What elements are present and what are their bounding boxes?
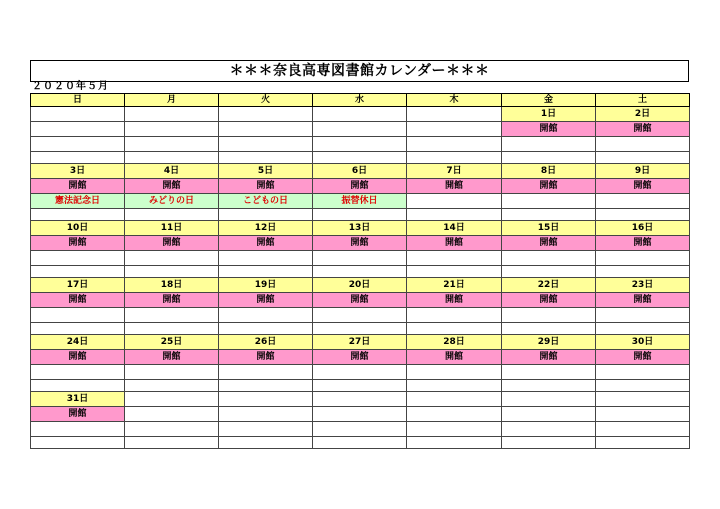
empty-cell xyxy=(313,407,407,422)
day-date: 27日 xyxy=(313,335,407,350)
empty-cell xyxy=(596,152,690,164)
empty-cell xyxy=(219,437,313,449)
day-date: 5日 xyxy=(219,164,313,179)
empty-cell xyxy=(219,251,313,266)
day-status: 開館 xyxy=(313,236,407,251)
day-date: 26日 xyxy=(219,335,313,350)
day-status: 開館 xyxy=(31,236,125,251)
week-date-row xyxy=(31,221,690,236)
day-date: 4日 xyxy=(125,164,219,179)
empty-cell xyxy=(31,152,125,164)
day-date: 14日 xyxy=(407,221,502,236)
empty-cell xyxy=(596,308,690,323)
empty-cell xyxy=(596,422,690,437)
empty-cell xyxy=(125,422,219,437)
day-status: 開館 xyxy=(502,179,596,194)
empty-cell xyxy=(31,308,125,323)
week-status-row xyxy=(31,122,690,137)
weekday-header: 水 xyxy=(313,94,407,107)
week-note-row xyxy=(31,251,690,266)
day-status: 開館 xyxy=(407,236,502,251)
day-status: 開館 xyxy=(502,350,596,365)
empty-cell xyxy=(407,437,502,449)
empty-cell xyxy=(596,209,690,221)
empty-cell xyxy=(125,365,219,380)
week-status-row xyxy=(31,293,690,308)
day-date: 25日 xyxy=(125,335,219,350)
day-status: 開館 xyxy=(407,350,502,365)
calendar-title: ＊＊＊奈良高専図書館カレンダー＊＊＊ xyxy=(30,60,689,82)
weekday-header: 金 xyxy=(502,94,596,107)
week-date-row xyxy=(31,164,690,179)
empty-cell xyxy=(407,308,502,323)
week-note-row xyxy=(31,365,690,380)
week-spacer-row xyxy=(31,266,690,278)
empty-cell xyxy=(313,323,407,335)
empty-cell xyxy=(596,380,690,392)
empty-cell xyxy=(31,209,125,221)
day-status: 開館 xyxy=(313,350,407,365)
day-date: 22日 xyxy=(502,278,596,293)
holiday-note: こどもの日 xyxy=(219,194,313,209)
day-status: 開館 xyxy=(125,293,219,308)
holiday-note: 憲法記念日 xyxy=(31,194,125,209)
day-date: 23日 xyxy=(596,278,690,293)
empty-cell xyxy=(407,107,502,122)
week-date-row xyxy=(31,335,690,350)
empty-cell xyxy=(125,122,219,137)
day-status: 開館 xyxy=(31,350,125,365)
day-date: 7日 xyxy=(407,164,502,179)
week-status-row xyxy=(31,350,690,365)
empty-cell xyxy=(313,422,407,437)
weekday-header: 木 xyxy=(407,94,502,107)
empty-cell xyxy=(219,365,313,380)
empty-cell xyxy=(596,251,690,266)
day-status: 開館 xyxy=(596,122,690,137)
week-date-row xyxy=(31,107,690,122)
empty-cell xyxy=(125,308,219,323)
empty-cell xyxy=(313,209,407,221)
day-status: 開館 xyxy=(596,293,690,308)
empty-cell xyxy=(502,308,596,323)
empty-cell xyxy=(313,266,407,278)
day-status: 開館 xyxy=(125,179,219,194)
empty-cell xyxy=(219,209,313,221)
empty-cell xyxy=(407,152,502,164)
calendar-sheet xyxy=(30,60,689,449)
empty-cell xyxy=(407,365,502,380)
day-date: 2日 xyxy=(596,107,690,122)
day-status: 開館 xyxy=(219,293,313,308)
day-status: 開館 xyxy=(31,407,125,422)
empty-cell xyxy=(313,392,407,407)
empty-cell xyxy=(219,422,313,437)
empty-cell xyxy=(219,380,313,392)
day-status: 開館 xyxy=(407,179,502,194)
empty-cell xyxy=(502,251,596,266)
day-status: 開館 xyxy=(596,236,690,251)
day-date: 11日 xyxy=(125,221,219,236)
empty-cell xyxy=(502,437,596,449)
empty-cell xyxy=(407,323,502,335)
week-note-row xyxy=(31,137,690,152)
empty-cell xyxy=(407,380,502,392)
day-date: 1日 xyxy=(502,107,596,122)
empty-cell xyxy=(596,137,690,152)
empty-cell xyxy=(125,380,219,392)
empty-cell xyxy=(313,380,407,392)
empty-cell xyxy=(31,251,125,266)
holiday-note: みどりの日 xyxy=(125,194,219,209)
empty-cell xyxy=(125,266,219,278)
empty-cell xyxy=(596,407,690,422)
empty-cell xyxy=(125,107,219,122)
empty-cell xyxy=(407,266,502,278)
week-note-row xyxy=(31,308,690,323)
day-date: 16日 xyxy=(596,221,690,236)
empty-cell xyxy=(219,266,313,278)
day-date: 31日 xyxy=(31,392,125,407)
empty-cell xyxy=(407,122,502,137)
empty-cell xyxy=(502,422,596,437)
empty-cell xyxy=(407,422,502,437)
day-status: 開館 xyxy=(407,293,502,308)
week-spacer-row xyxy=(31,152,690,164)
empty-cell xyxy=(313,437,407,449)
empty-cell xyxy=(313,122,407,137)
empty-cell xyxy=(407,251,502,266)
empty-cell xyxy=(219,407,313,422)
empty-cell xyxy=(31,122,125,137)
empty-cell xyxy=(502,392,596,407)
empty-cell xyxy=(502,209,596,221)
holiday-note: 振替休日 xyxy=(313,194,407,209)
weekday-header: 土 xyxy=(596,94,690,107)
day-status: 開館 xyxy=(502,122,596,137)
empty-cell xyxy=(502,137,596,152)
empty-cell xyxy=(125,152,219,164)
empty-cell xyxy=(31,266,125,278)
week-note-row xyxy=(31,194,690,209)
empty-cell xyxy=(125,392,219,407)
empty-cell xyxy=(596,323,690,335)
weekday-header-row xyxy=(31,94,690,107)
empty-cell xyxy=(407,209,502,221)
day-status: 開館 xyxy=(313,293,407,308)
day-status: 開館 xyxy=(125,236,219,251)
empty-cell xyxy=(313,107,407,122)
empty-cell xyxy=(502,407,596,422)
empty-cell xyxy=(31,380,125,392)
week-date-row xyxy=(31,278,690,293)
day-status: 開館 xyxy=(596,350,690,365)
weekday-header: 日 xyxy=(31,94,125,107)
day-status: 開館 xyxy=(313,179,407,194)
day-date: 6日 xyxy=(313,164,407,179)
day-status: 開館 xyxy=(31,293,125,308)
empty-cell xyxy=(313,137,407,152)
day-date: 18日 xyxy=(125,278,219,293)
day-date: 30日 xyxy=(596,335,690,350)
empty-cell xyxy=(31,365,125,380)
day-date: 15日 xyxy=(502,221,596,236)
empty-cell xyxy=(31,137,125,152)
empty-cell xyxy=(313,308,407,323)
day-date: 3日 xyxy=(31,164,125,179)
day-status: 開館 xyxy=(502,236,596,251)
empty-cell xyxy=(502,323,596,335)
empty-cell xyxy=(313,152,407,164)
empty-cell xyxy=(596,194,690,209)
weekday-header: 月 xyxy=(125,94,219,107)
empty-cell xyxy=(313,251,407,266)
day-date: 29日 xyxy=(502,335,596,350)
empty-cell xyxy=(407,194,502,209)
empty-cell xyxy=(219,137,313,152)
empty-cell xyxy=(125,407,219,422)
week-note-row xyxy=(31,422,690,437)
day-status: 開館 xyxy=(219,179,313,194)
week-status-row xyxy=(31,179,690,194)
day-date: 21日 xyxy=(407,278,502,293)
empty-cell xyxy=(407,137,502,152)
empty-cell xyxy=(125,323,219,335)
empty-cell xyxy=(502,194,596,209)
day-status: 開館 xyxy=(31,179,125,194)
empty-cell xyxy=(502,152,596,164)
week-date-row xyxy=(31,392,690,407)
empty-cell xyxy=(125,437,219,449)
empty-cell xyxy=(219,392,313,407)
day-status: 開館 xyxy=(596,179,690,194)
empty-cell xyxy=(502,365,596,380)
calendar-grid xyxy=(30,93,690,449)
day-status: 開館 xyxy=(502,293,596,308)
day-date: 12日 xyxy=(219,221,313,236)
day-date: 20日 xyxy=(313,278,407,293)
day-date: 8日 xyxy=(502,164,596,179)
empty-cell xyxy=(125,209,219,221)
empty-cell xyxy=(407,392,502,407)
day-date: 9日 xyxy=(596,164,690,179)
empty-cell xyxy=(31,422,125,437)
week-spacer-row xyxy=(31,209,690,221)
day-date: 19日 xyxy=(219,278,313,293)
day-status: 開館 xyxy=(219,350,313,365)
empty-cell xyxy=(596,266,690,278)
empty-cell xyxy=(219,323,313,335)
empty-cell xyxy=(219,308,313,323)
week-spacer-row xyxy=(31,380,690,392)
week-status-row xyxy=(31,407,690,422)
weekday-header: 火 xyxy=(219,94,313,107)
empty-cell xyxy=(596,392,690,407)
day-date: 28日 xyxy=(407,335,502,350)
empty-cell xyxy=(596,437,690,449)
empty-cell xyxy=(596,365,690,380)
day-status: 開館 xyxy=(125,350,219,365)
empty-cell xyxy=(219,107,313,122)
week-spacer-row xyxy=(31,437,690,449)
empty-cell xyxy=(31,107,125,122)
empty-cell xyxy=(125,251,219,266)
day-date: 10日 xyxy=(31,221,125,236)
week-status-row xyxy=(31,236,690,251)
day-date: 24日 xyxy=(31,335,125,350)
empty-cell xyxy=(31,323,125,335)
week-spacer-row xyxy=(31,323,690,335)
day-status: 開館 xyxy=(219,236,313,251)
empty-cell xyxy=(31,437,125,449)
day-date: 17日 xyxy=(31,278,125,293)
empty-cell xyxy=(125,137,219,152)
month-label: ２０２０年５月 xyxy=(32,81,109,92)
empty-cell xyxy=(313,365,407,380)
empty-cell xyxy=(502,266,596,278)
empty-cell xyxy=(219,152,313,164)
empty-cell xyxy=(502,380,596,392)
empty-cell xyxy=(407,407,502,422)
empty-cell xyxy=(219,122,313,137)
day-date: 13日 xyxy=(313,221,407,236)
